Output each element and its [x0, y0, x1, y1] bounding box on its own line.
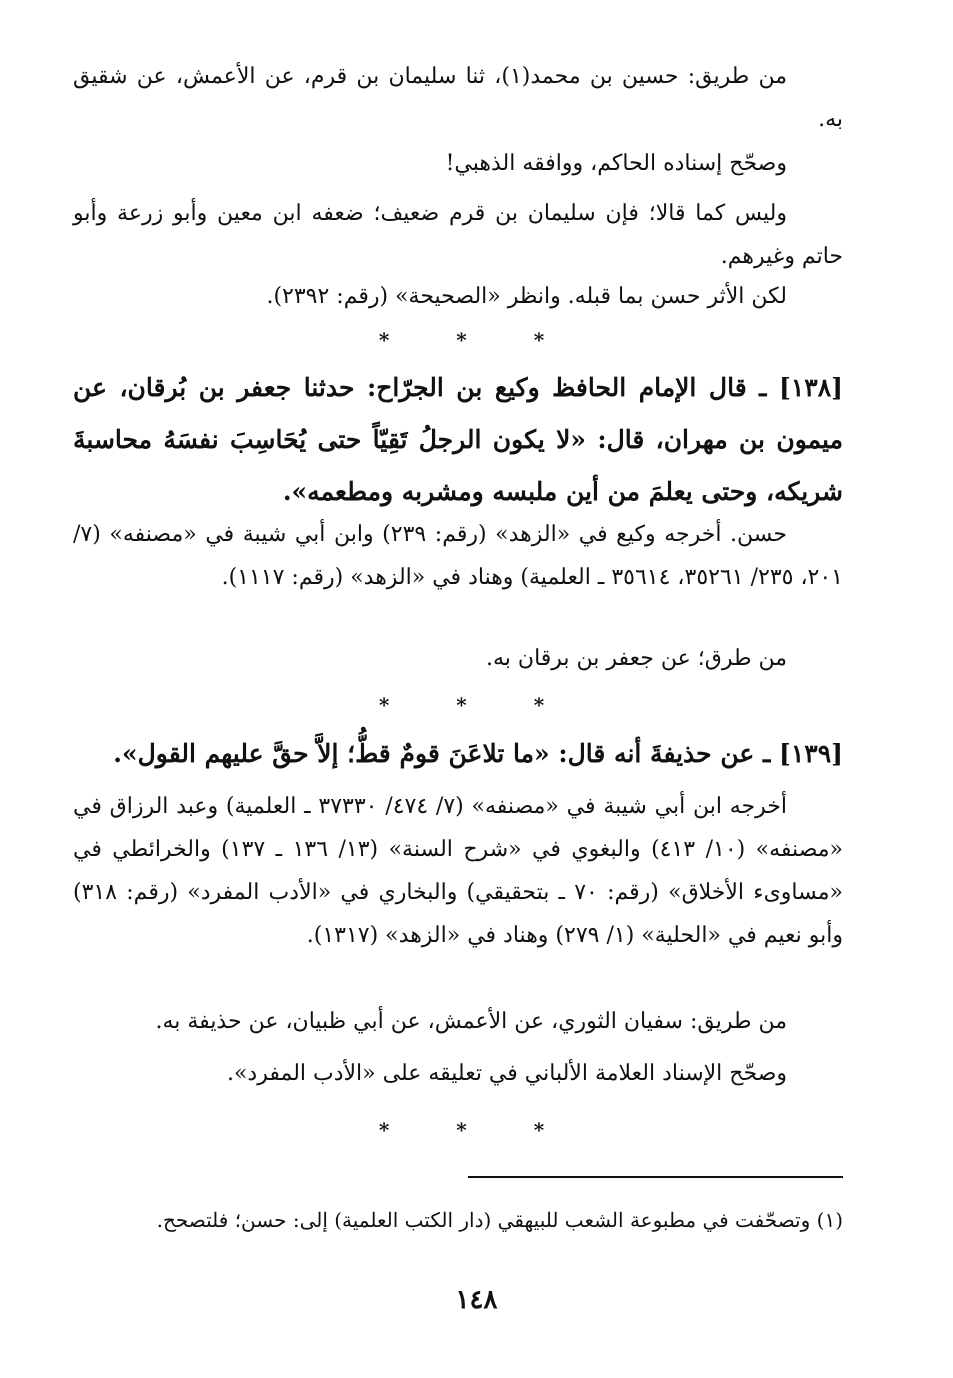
paragraph-3-container [73, 192, 843, 278]
paragraph-2: وصحّح إسناده الحاكم، ووافقه الذهبي! [445, 151, 787, 176]
paragraph-5-container [73, 513, 843, 599]
section-separator-3: * * * [378, 1118, 575, 1142]
paragraph-7: أخرجه ابن أبي شيبة في «مصنفه» (٧/ ٤٧٤/ ٣٧٣٣٠ ـ العلمية) وعبد الرزاق في «مصنفه» (١٠/ ٤١٣) والبغوي في «شرح السنة» (١٣/ ١٣٦ ـ ١٣٧) والخرائطي في «مساوىء الأخلاق» (رقم: ٧٠ ـ بتحقيقي) والبخاري في «الأدب المفرد» (رقم: ٣١٨) وأبو نعيم في «الحلية» (١/ ٢٧٩) وهناد في «الزهد» (١٣١٧). [73, 794, 844, 948]
section-separator-2: * * * [378, 693, 575, 717]
entry-139-heading: [١٣٩] ـ عن حذيفةَ أنه قال: «ما تلاعَنَ قومٌ قطُّ؛ إلاَّ حقَّ عليهم القول». [113, 739, 843, 768]
paragraph-6: من طرق؛ عن جعفر بن برقان به. [486, 646, 787, 671]
paragraph-3: وليس كما قالا؛ فإن سليمان بن قرم ضعيف؛ ضعفه ابن معين وأبو زرعة وأبو حاتم وغيرهم. [73, 201, 843, 269]
paragraph-5: حسن. أخرجه وكيع في «الزهد» (رقم: ٢٣٩) وابن أبي شيبة في «مصنفه» (٧/ ٢٠١، ٢٣٥/ ٣٥٢٦١، ٣٥٦١٤ ـ العلمية) وهناد في «الزهد» (رقم: ١١١٧). [73, 522, 843, 590]
paragraph-9: وصحّح الإسناد العلامة الألباني في تعليقه على «الأدب المفرد». [226, 1061, 787, 1086]
entry-138-container [73, 362, 843, 518]
paragraph-7-container [73, 785, 843, 957]
page-number: ١٤٨ [455, 1285, 498, 1315]
paragraph-4: لكن الأثر حسن بما قبله. وانظر «الصحيحة» (رقم: ٢٣٩٢). [266, 284, 787, 309]
paragraph-1-container [73, 55, 843, 141]
section-separator-1: * * * [378, 328, 575, 352]
paragraph-9-container [73, 1052, 843, 1095]
paragraph-8: من طريق: سفيان الثوري، عن الأعمش، عن أبي ظبيان، عن حذيفة به. [155, 1009, 787, 1034]
paragraph-2-container [73, 142, 843, 185]
paragraph-4-container [73, 275, 843, 318]
paragraph-8-container [73, 1000, 843, 1043]
paragraph-6-container [73, 637, 843, 680]
footnote-divider [468, 1176, 843, 1178]
entry-139-container [73, 728, 843, 780]
entry-138-heading: [١٣٨] ـ قال الإمام الحافظ وكيع بن الجرّاح: حدثنا جعفر بن بُرقان، عن ميمون بن مهران، قال: «لا يكون الرجلُ تَقِيّاً حتى يُحَاسِبَ نفسَهُ محاسبةَ شريكه، وحتى يعلمَ من أين ملبسه ومشربه ومطعمه». [73, 373, 843, 506]
paragraph-1: من طريق: حسين بن محمد(١)، ثنا سليمان بن قرم، عن الأعمش، عن شقيق به. [73, 64, 843, 132]
footnote-1: (١) وتصحّفت في مطبوعة الشعب للبيهقي (دار الكتب العلمية) إلى: حسن؛ فلتصحح. [156, 1208, 843, 1232]
